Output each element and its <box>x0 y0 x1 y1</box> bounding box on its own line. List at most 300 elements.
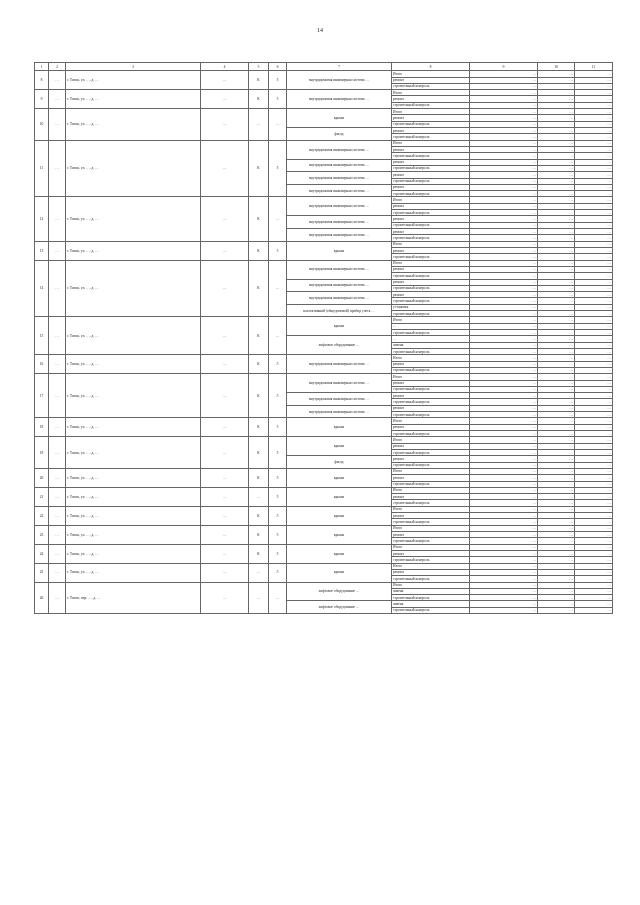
unit-cost-cell: … <box>538 380 575 386</box>
cost-cell: … <box>470 172 538 178</box>
unit-cost-cell: … <box>538 298 575 304</box>
limit-cost-cell: … <box>575 191 613 197</box>
area-cell: … <box>201 317 249 355</box>
line-label-cell: Итого <box>392 109 470 115</box>
floors-cell: … <box>269 109 287 141</box>
unit-cost-cell: … <box>538 323 575 329</box>
table-body <box>35 71 613 614</box>
line-label-cell: Итого <box>392 437 470 443</box>
line-label-cell: Итого <box>392 544 470 550</box>
unit-cost-cell: … <box>538 140 575 146</box>
line-label-cell: Итого <box>392 197 470 203</box>
unit-cost-cell: … <box>538 601 575 607</box>
cost-cell: … <box>470 165 538 171</box>
unit-cost-cell: … <box>538 311 575 317</box>
line-label-cell: строительный контроль <box>392 607 470 613</box>
address-cell: г. Томск, ул. …, д. … <box>66 544 201 563</box>
cost-cell: … <box>470 342 538 348</box>
line-label-cell: строительный контроль <box>392 254 470 260</box>
cost-cell: … <box>470 254 538 260</box>
limit-cost-cell: … <box>575 607 613 613</box>
wall-material-cell: К <box>249 468 269 487</box>
unit-cost-cell: … <box>538 418 575 424</box>
unit-cost-cell: … <box>538 153 575 159</box>
cost-cell: … <box>470 184 538 190</box>
unit-cost-cell: … <box>538 304 575 310</box>
col-header: 1 <box>35 63 49 71</box>
limit-cost-cell: … <box>575 538 613 544</box>
floors-cell: 5 <box>269 71 287 90</box>
house-code-cell: … <box>49 197 66 241</box>
unit-cost-cell: … <box>538 500 575 506</box>
work-type-cell: внутридомовая инженерная система … <box>287 140 392 159</box>
line-label-cell: строительный контроль <box>392 134 470 140</box>
floors-cell: 5 <box>269 90 287 109</box>
wall-material-cell: К <box>249 355 269 374</box>
unit-cost-cell: … <box>538 393 575 399</box>
work-type-cell: внутридомовая инженерная система … <box>287 355 392 374</box>
unit-cost-cell: … <box>538 285 575 291</box>
line-label-cell: Итого <box>392 506 470 512</box>
floors-cell: … <box>269 582 287 614</box>
limit-cost-cell: … <box>575 216 613 222</box>
line-label-cell: Итого <box>392 241 470 247</box>
limit-cost-cell: … <box>575 355 613 361</box>
row-number-cell: 14 <box>35 260 49 317</box>
address-cell: г. Томск, ул. …, д. … <box>66 374 201 418</box>
house-code-cell: … <box>49 140 66 197</box>
line-label-cell: строительный контроль <box>392 576 470 582</box>
unit-cost-cell: … <box>538 582 575 588</box>
line-label-cell: ремонт <box>392 279 470 285</box>
line-label-cell: ремонт <box>392 266 470 272</box>
unit-cost-cell: … <box>538 178 575 184</box>
line-label-cell: ремонт <box>392 229 470 235</box>
unit-cost-cell: … <box>538 241 575 247</box>
limit-cost-cell: … <box>575 247 613 253</box>
work-type-cell: крыша <box>287 468 392 487</box>
line-label-cell: строительный контроль <box>392 595 470 601</box>
unit-cost-cell: … <box>538 83 575 89</box>
address-cell: г. Томск, ул. …, д. … <box>66 90 201 109</box>
area-cell: … <box>201 506 249 525</box>
line-label-cell: ремонт <box>392 115 470 121</box>
address-cell: г. Томск, ул. …, д. … <box>66 140 201 197</box>
line-label-cell: строительный контроль <box>392 449 470 455</box>
limit-cost-cell: … <box>575 557 613 563</box>
address-cell: г. Томск, ул. …, д. … <box>66 506 201 525</box>
row-number-cell: 16 <box>35 355 49 374</box>
house-code-cell: … <box>49 468 66 487</box>
work-type-cell: крыша <box>287 317 392 336</box>
unit-cost-cell: … <box>538 342 575 348</box>
limit-cost-cell: … <box>575 159 613 165</box>
cost-cell: … <box>470 222 538 228</box>
unit-cost-cell: … <box>538 336 575 342</box>
limit-cost-cell: … <box>575 468 613 474</box>
house-code-cell: … <box>49 437 66 469</box>
cost-cell: … <box>470 475 538 481</box>
floors-cell: 5 <box>269 241 287 260</box>
unit-cost-cell: … <box>538 260 575 266</box>
limit-cost-cell: … <box>575 342 613 348</box>
line-label-cell: ремонт <box>392 247 470 253</box>
work-type-cell: внутридомовая инженерная система … <box>287 184 392 197</box>
line-label-cell: строительный контроль <box>392 481 470 487</box>
cost-cell: … <box>470 109 538 115</box>
line-label-cell: строительный контроль <box>392 367 470 373</box>
limit-cost-cell: … <box>575 601 613 607</box>
unit-cost-cell: … <box>538 569 575 575</box>
cost-cell: … <box>470 557 538 563</box>
cost-cell: … <box>470 550 538 556</box>
cost-cell: … <box>470 279 538 285</box>
line-label-cell: строительный контроль <box>392 412 470 418</box>
row-number-cell: 24 <box>35 544 49 563</box>
limit-cost-cell: … <box>575 128 613 134</box>
wall-material-cell: … <box>249 582 269 614</box>
line-label-cell: строительный контроль <box>392 121 470 127</box>
wall-material-cell: К <box>249 90 269 109</box>
unit-cost-cell: … <box>538 443 575 449</box>
row-number-cell: 22 <box>35 506 49 525</box>
area-cell: … <box>201 374 249 418</box>
limit-cost-cell: … <box>575 588 613 594</box>
cost-cell: … <box>470 273 538 279</box>
line-label-cell: строительный контроль <box>392 153 470 159</box>
limit-cost-cell: … <box>575 412 613 418</box>
line-label-cell: Итого <box>392 487 470 493</box>
floors-cell: 5 <box>269 525 287 544</box>
line-label-cell: строительный контроль <box>392 519 470 525</box>
limit-cost-cell: … <box>575 487 613 493</box>
cost-cell: … <box>470 140 538 146</box>
work-type-cell: внутридомовая инженерная система … <box>287 90 392 109</box>
unit-cost-cell: … <box>538 386 575 392</box>
cost-cell: … <box>470 159 538 165</box>
floors-cell: 5 <box>269 544 287 563</box>
limit-cost-cell: … <box>575 71 613 77</box>
cost-cell: … <box>470 260 538 266</box>
cost-cell: … <box>470 266 538 272</box>
unit-cost-cell: … <box>538 462 575 468</box>
work-type-cell: внутридомовая инженерная система … <box>287 279 392 292</box>
area-cell: … <box>201 355 249 374</box>
cost-cell: … <box>470 374 538 380</box>
line-label-cell: строительный контроль <box>392 102 470 108</box>
cost-cell: … <box>470 83 538 89</box>
line-label-cell: строительный контроль <box>392 348 470 354</box>
work-type-cell: фасад <box>287 128 392 141</box>
cost-cell: … <box>470 576 538 582</box>
unit-cost-cell: … <box>538 519 575 525</box>
limit-cost-cell: … <box>575 83 613 89</box>
line-label-cell: ремонт <box>392 494 470 500</box>
unit-cost-cell: … <box>538 102 575 108</box>
row-number-cell: 26 <box>35 582 49 614</box>
line-label-cell: ремонт <box>392 203 470 209</box>
line-label-cell: строительный контроль <box>392 178 470 184</box>
line-label-cell: замена <box>392 601 470 607</box>
limit-cost-cell: … <box>575 184 613 190</box>
limit-cost-cell: … <box>575 317 613 323</box>
area-cell: … <box>201 487 249 506</box>
cost-cell: … <box>470 500 538 506</box>
area-cell: … <box>201 197 249 241</box>
house-code-cell: … <box>49 418 66 437</box>
work-type-cell: внутридомовая инженерная система … <box>287 405 392 418</box>
limit-cost-cell: … <box>575 273 613 279</box>
work-type-cell: внутридомовая инженерная система … <box>287 71 392 90</box>
unit-cost-cell: … <box>538 506 575 512</box>
house-code-cell: … <box>49 563 66 582</box>
cost-cell: … <box>470 487 538 493</box>
work-type-cell: внутридомовая инженерная система … <box>287 374 392 393</box>
cost-cell: … <box>470 285 538 291</box>
unit-cost-cell: … <box>538 184 575 190</box>
line-label-cell: ремонт <box>392 216 470 222</box>
limit-cost-cell: … <box>575 165 613 171</box>
line-label-cell: ремонт <box>392 292 470 298</box>
unit-cost-cell: … <box>538 563 575 569</box>
limit-cost-cell: … <box>575 140 613 146</box>
work-type-cell: фасад <box>287 456 392 469</box>
cost-cell: … <box>470 532 538 538</box>
cost-cell: … <box>470 71 538 77</box>
work-type-cell: крыша <box>287 506 392 525</box>
floors-cell: 5 <box>269 487 287 506</box>
unit-cost-cell: … <box>538 273 575 279</box>
cost-cell: … <box>470 330 538 336</box>
line-label-cell: ремонт <box>392 77 470 83</box>
limit-cost-cell: … <box>575 550 613 556</box>
line-label-cell: ремонт <box>392 393 470 399</box>
wall-material-cell: … <box>249 563 269 582</box>
cost-cell: … <box>470 506 538 512</box>
col-header: 6 <box>269 63 287 71</box>
line-label-cell: Итого <box>392 355 470 361</box>
limit-cost-cell: … <box>575 544 613 550</box>
cost-cell: … <box>470 544 538 550</box>
cost-cell: … <box>470 595 538 601</box>
line-label-cell: Итого <box>392 468 470 474</box>
cost-cell: … <box>470 431 538 437</box>
cost-cell: … <box>470 399 538 405</box>
limit-cost-cell: … <box>575 481 613 487</box>
line-label-cell: строительный контроль <box>392 538 470 544</box>
limit-cost-cell: … <box>575 494 613 500</box>
cost-cell: … <box>470 292 538 298</box>
col-header: 2 <box>49 63 66 71</box>
work-type-cell: лифтовое оборудование … <box>287 336 392 355</box>
floors-cell: … <box>269 317 287 355</box>
cost-cell: … <box>470 525 538 531</box>
area-cell: … <box>201 241 249 260</box>
work-type-cell: крыша <box>287 437 392 456</box>
cost-cell: … <box>470 437 538 443</box>
unit-cost-cell: … <box>538 374 575 380</box>
line-label-cell: … <box>392 336 470 342</box>
limit-cost-cell: … <box>575 222 613 228</box>
limit-cost-cell: … <box>575 525 613 531</box>
col-header: 10 <box>538 63 575 71</box>
limit-cost-cell: … <box>575 96 613 102</box>
unit-cost-cell: … <box>538 399 575 405</box>
cost-cell: … <box>470 355 538 361</box>
col-header: 5 <box>249 63 269 71</box>
cost-cell: … <box>470 582 538 588</box>
area-cell: … <box>201 260 249 317</box>
row-number-cell: 12 <box>35 197 49 241</box>
line-label-cell: строительный контроль <box>392 311 470 317</box>
house-code-cell: … <box>49 71 66 90</box>
line-label-cell: ремонт <box>392 159 470 165</box>
cost-cell: … <box>470 601 538 607</box>
address-cell: г. Томск, ул. …, д. … <box>66 317 201 355</box>
line-label-cell: ремонт <box>392 443 470 449</box>
unit-cost-cell: … <box>538 266 575 272</box>
limit-cost-cell: … <box>575 380 613 386</box>
house-code-cell: … <box>49 506 66 525</box>
wall-material-cell: … <box>249 487 269 506</box>
unit-cost-cell: … <box>538 557 575 563</box>
line-label-cell: ремонт <box>392 361 470 367</box>
unit-cost-cell: … <box>538 468 575 474</box>
cost-cell: … <box>470 77 538 83</box>
wall-material-cell: … <box>249 109 269 141</box>
address-cell: г. Томск, ул. …, д. … <box>66 109 201 141</box>
address-cell: г. Томск, ул. …, д. … <box>66 437 201 469</box>
cost-cell: … <box>470 393 538 399</box>
unit-cost-cell: … <box>538 109 575 115</box>
address-cell: г. Томск, ул. …, д. … <box>66 71 201 90</box>
limit-cost-cell: … <box>575 153 613 159</box>
unit-cost-cell: … <box>538 355 575 361</box>
address-cell: г. Томск, ул. …, д. … <box>66 487 201 506</box>
limit-cost-cell: … <box>575 576 613 582</box>
wall-material-cell: К <box>249 437 269 469</box>
unit-cost-cell: … <box>538 279 575 285</box>
line-label-cell: ремонт <box>392 184 470 190</box>
line-label-cell: строительный контроль <box>392 500 470 506</box>
unit-cost-cell: … <box>538 229 575 235</box>
floors-cell: … <box>269 197 287 241</box>
limit-cost-cell: … <box>575 292 613 298</box>
house-code-cell: … <box>49 355 66 374</box>
floors-cell: 5 <box>269 437 287 469</box>
limit-cost-cell: … <box>575 102 613 108</box>
row-number-cell: 17 <box>35 374 49 418</box>
area-cell: … <box>201 437 249 469</box>
limit-cost-cell: … <box>575 456 613 462</box>
limit-cost-cell: … <box>575 569 613 575</box>
cost-cell: … <box>470 513 538 519</box>
unit-cost-cell: … <box>538 437 575 443</box>
limit-cost-cell: … <box>575 298 613 304</box>
wall-material-cell: К <box>249 241 269 260</box>
limit-cost-cell: … <box>575 304 613 310</box>
line-label-cell: … <box>392 323 470 329</box>
limit-cost-cell: … <box>575 532 613 538</box>
line-label-cell: ремонт <box>392 424 470 430</box>
unit-cost-cell: … <box>538 456 575 462</box>
unit-cost-cell: … <box>538 216 575 222</box>
col-header: 8 <box>392 63 470 71</box>
cost-cell: … <box>470 311 538 317</box>
cost-cell: … <box>470 128 538 134</box>
cost-cell: … <box>470 115 538 121</box>
row-number-cell: 15 <box>35 317 49 355</box>
line-label-cell: строительный контроль <box>392 462 470 468</box>
line-label-cell: Итого <box>392 260 470 266</box>
unit-cost-cell: … <box>538 576 575 582</box>
address-cell: г. Томск, ул. …, д. … <box>66 260 201 317</box>
wall-material-cell: К <box>249 260 269 317</box>
area-cell: … <box>201 140 249 197</box>
unit-cost-cell: … <box>538 203 575 209</box>
cost-cell: … <box>470 210 538 216</box>
row-number-cell: 11 <box>35 140 49 197</box>
area-cell: … <box>201 90 249 109</box>
row-number-cell: 10 <box>35 109 49 141</box>
unit-cost-cell: … <box>538 197 575 203</box>
line-label-cell: ремонт <box>392 532 470 538</box>
address-cell: г. Томск, ул. …, д. … <box>66 563 201 582</box>
line-label-cell: строительный контроль <box>392 222 470 228</box>
limit-cost-cell: … <box>575 336 613 342</box>
limit-cost-cell: … <box>575 386 613 392</box>
unit-cost-cell: … <box>538 607 575 613</box>
unit-cost-cell: … <box>538 475 575 481</box>
work-type-cell: коллективный (общедомовой) прибор учета … <box>287 304 392 317</box>
unit-cost-cell: … <box>538 412 575 418</box>
unit-cost-cell: … <box>538 525 575 531</box>
row-number-cell: 25 <box>35 563 49 582</box>
limit-cost-cell: … <box>575 437 613 443</box>
limit-cost-cell: … <box>575 210 613 216</box>
area-cell: … <box>201 544 249 563</box>
unit-cost-cell: … <box>538 424 575 430</box>
line-label-cell: Итого <box>392 418 470 424</box>
limit-cost-cell: … <box>575 582 613 588</box>
limit-cost-cell: … <box>575 393 613 399</box>
unit-cost-cell: … <box>538 247 575 253</box>
area-cell: … <box>201 563 249 582</box>
floors-cell: 5 <box>269 506 287 525</box>
area-cell: … <box>201 525 249 544</box>
cost-cell: … <box>470 424 538 430</box>
unit-cost-cell: … <box>538 550 575 556</box>
unit-cost-cell: … <box>538 405 575 411</box>
limit-cost-cell: … <box>575 260 613 266</box>
line-label-cell: строительный контроль <box>392 330 470 336</box>
wall-material-cell: К <box>249 71 269 90</box>
work-type-cell: внутридомовая инженерная система … <box>287 292 392 305</box>
unit-cost-cell: … <box>538 487 575 493</box>
unit-cost-cell: … <box>538 254 575 260</box>
cost-cell: … <box>470 153 538 159</box>
line-label-cell: ремонт <box>392 380 470 386</box>
line-label-cell: Итого <box>392 582 470 588</box>
line-label-cell: Итого <box>392 140 470 146</box>
cost-cell: … <box>470 569 538 575</box>
row-number-cell: 8 <box>35 71 49 90</box>
unit-cost-cell: … <box>538 431 575 437</box>
cost-cell: … <box>470 519 538 525</box>
unit-cost-cell: … <box>538 595 575 601</box>
cost-cell: … <box>470 203 538 209</box>
line-label-cell: замена <box>392 342 470 348</box>
